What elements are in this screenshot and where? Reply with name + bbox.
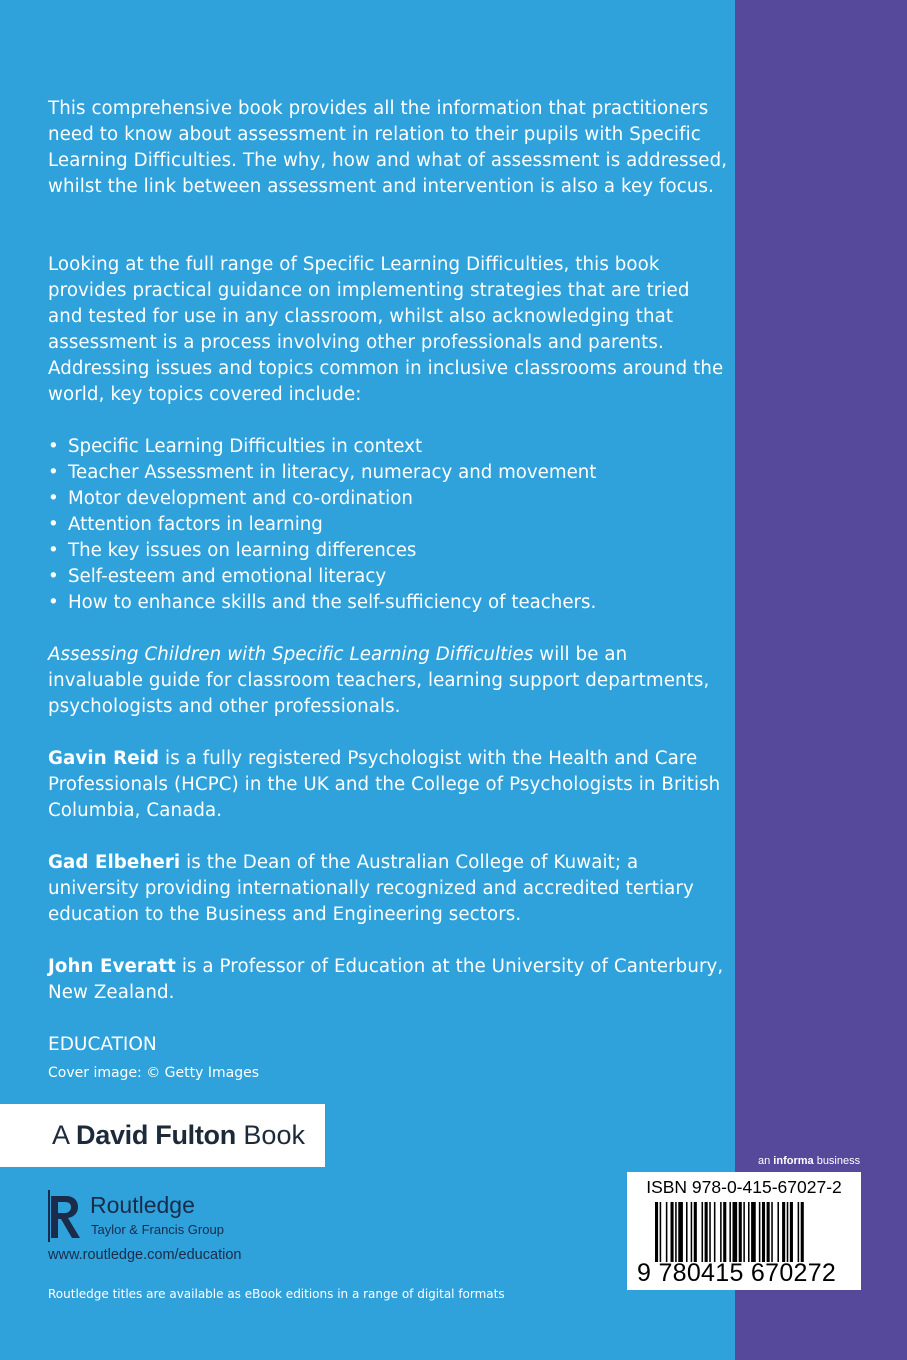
informa-business-tag: an informa business: [758, 1155, 861, 1167]
publisher-group: Taylor & Francis Group: [91, 1222, 224, 1237]
publisher-name: Routledge: [90, 1192, 195, 1218]
bullet-icon: •: [48, 592, 59, 613]
list-item: • Self-esteem and emotional literacy: [48, 564, 728, 590]
cover-image-credit: Cover image: © Getty Images: [48, 1065, 259, 1081]
author-bio-1: Gavin Reid is a fully registered Psychologist with the Health and Care Professionals (HCPC) in the UK and the College of Psychologists in British Columbia, Canada.: [48, 748, 721, 821]
key-topics-list: [48, 434, 728, 616]
list-item: • The key issues on learning differences: [48, 538, 728, 564]
book-title: Assessing Children with Specific Learning Difficulties: [48, 644, 534, 665]
list-item: • Attention factors in learning: [48, 512, 728, 538]
author-bio-2: Gad Elbeheri is the Dean of the Australian College of Kuwait; a university providing internationally recognized and accredited tertiary education to the Business and Engineering sectors.: [48, 852, 694, 925]
list-item: • Motor development and co-ordination: [48, 486, 728, 512]
author-name: Gad Elbeheri: [48, 852, 181, 873]
author-bio-3: John Everatt is a Professor of Education at the University of Canterbury, New Zealand.: [48, 956, 724, 1003]
bullet-icon: •: [48, 462, 59, 483]
author-name: Gavin Reid: [48, 748, 160, 769]
ebook-note: Routledge titles are available as eBook editions in a range of digital formats: [48, 1287, 505, 1301]
blurb-paragraph-3: Assessing Children with Specific Learning Difficulties will be an invaluable guide for classroom teachers, learning support departments, psychologists and other professionals.: [48, 644, 710, 717]
blurb-paragraph-1: This comprehensive book provides all the information that practitioners need to know about assessment in relation to their pupils with Specific Learning Difficulties. The why, how and what of assessment is addressed, whilst the link between assessment and intervention is also a key focus.: [48, 98, 728, 197]
blurb-paragraph-2: Looking at the full range of Specific Learning Difficulties, this book provides practical guidance on implementing strategies that are tried and tested for use in any classroom, whilst also acknowledging that assessment is a process involving other professionals and parents. Addressing issues and topics common in inclusive classrooms around the world, key topics covered include:: [48, 254, 724, 405]
routledge-logo-icon: [48, 1190, 84, 1242]
isbn-barcode: [627, 1172, 861, 1290]
bullet-icon: •: [48, 436, 59, 457]
barcode-digits: 9 780415 670272: [637, 1259, 837, 1287]
list-item: • Teacher Assessment in literacy, numeracy and movement: [48, 460, 728, 486]
author-name: John Everatt: [48, 956, 176, 977]
bullet-icon: •: [48, 540, 59, 561]
list-item: • Specific Learning Difficulties in context: [48, 434, 728, 460]
imprint-banner: A David Fulton Book: [0, 1104, 325, 1167]
imprint-name: David Fulton: [76, 1120, 236, 1150]
barcode-bars-icon: [655, 1202, 855, 1262]
subject-category: EDUCATION: [48, 1034, 157, 1055]
bullet-icon: •: [48, 514, 59, 535]
publisher-url: www.routledge.com/education: [48, 1247, 242, 1263]
bullet-icon: •: [48, 566, 59, 587]
list-item: • How to enhance skills and the self-sufficiency of teachers.: [48, 590, 728, 616]
bullet-icon: •: [48, 488, 59, 509]
isbn-label: ISBN 978-0-415-67027-2: [646, 1177, 842, 1197]
